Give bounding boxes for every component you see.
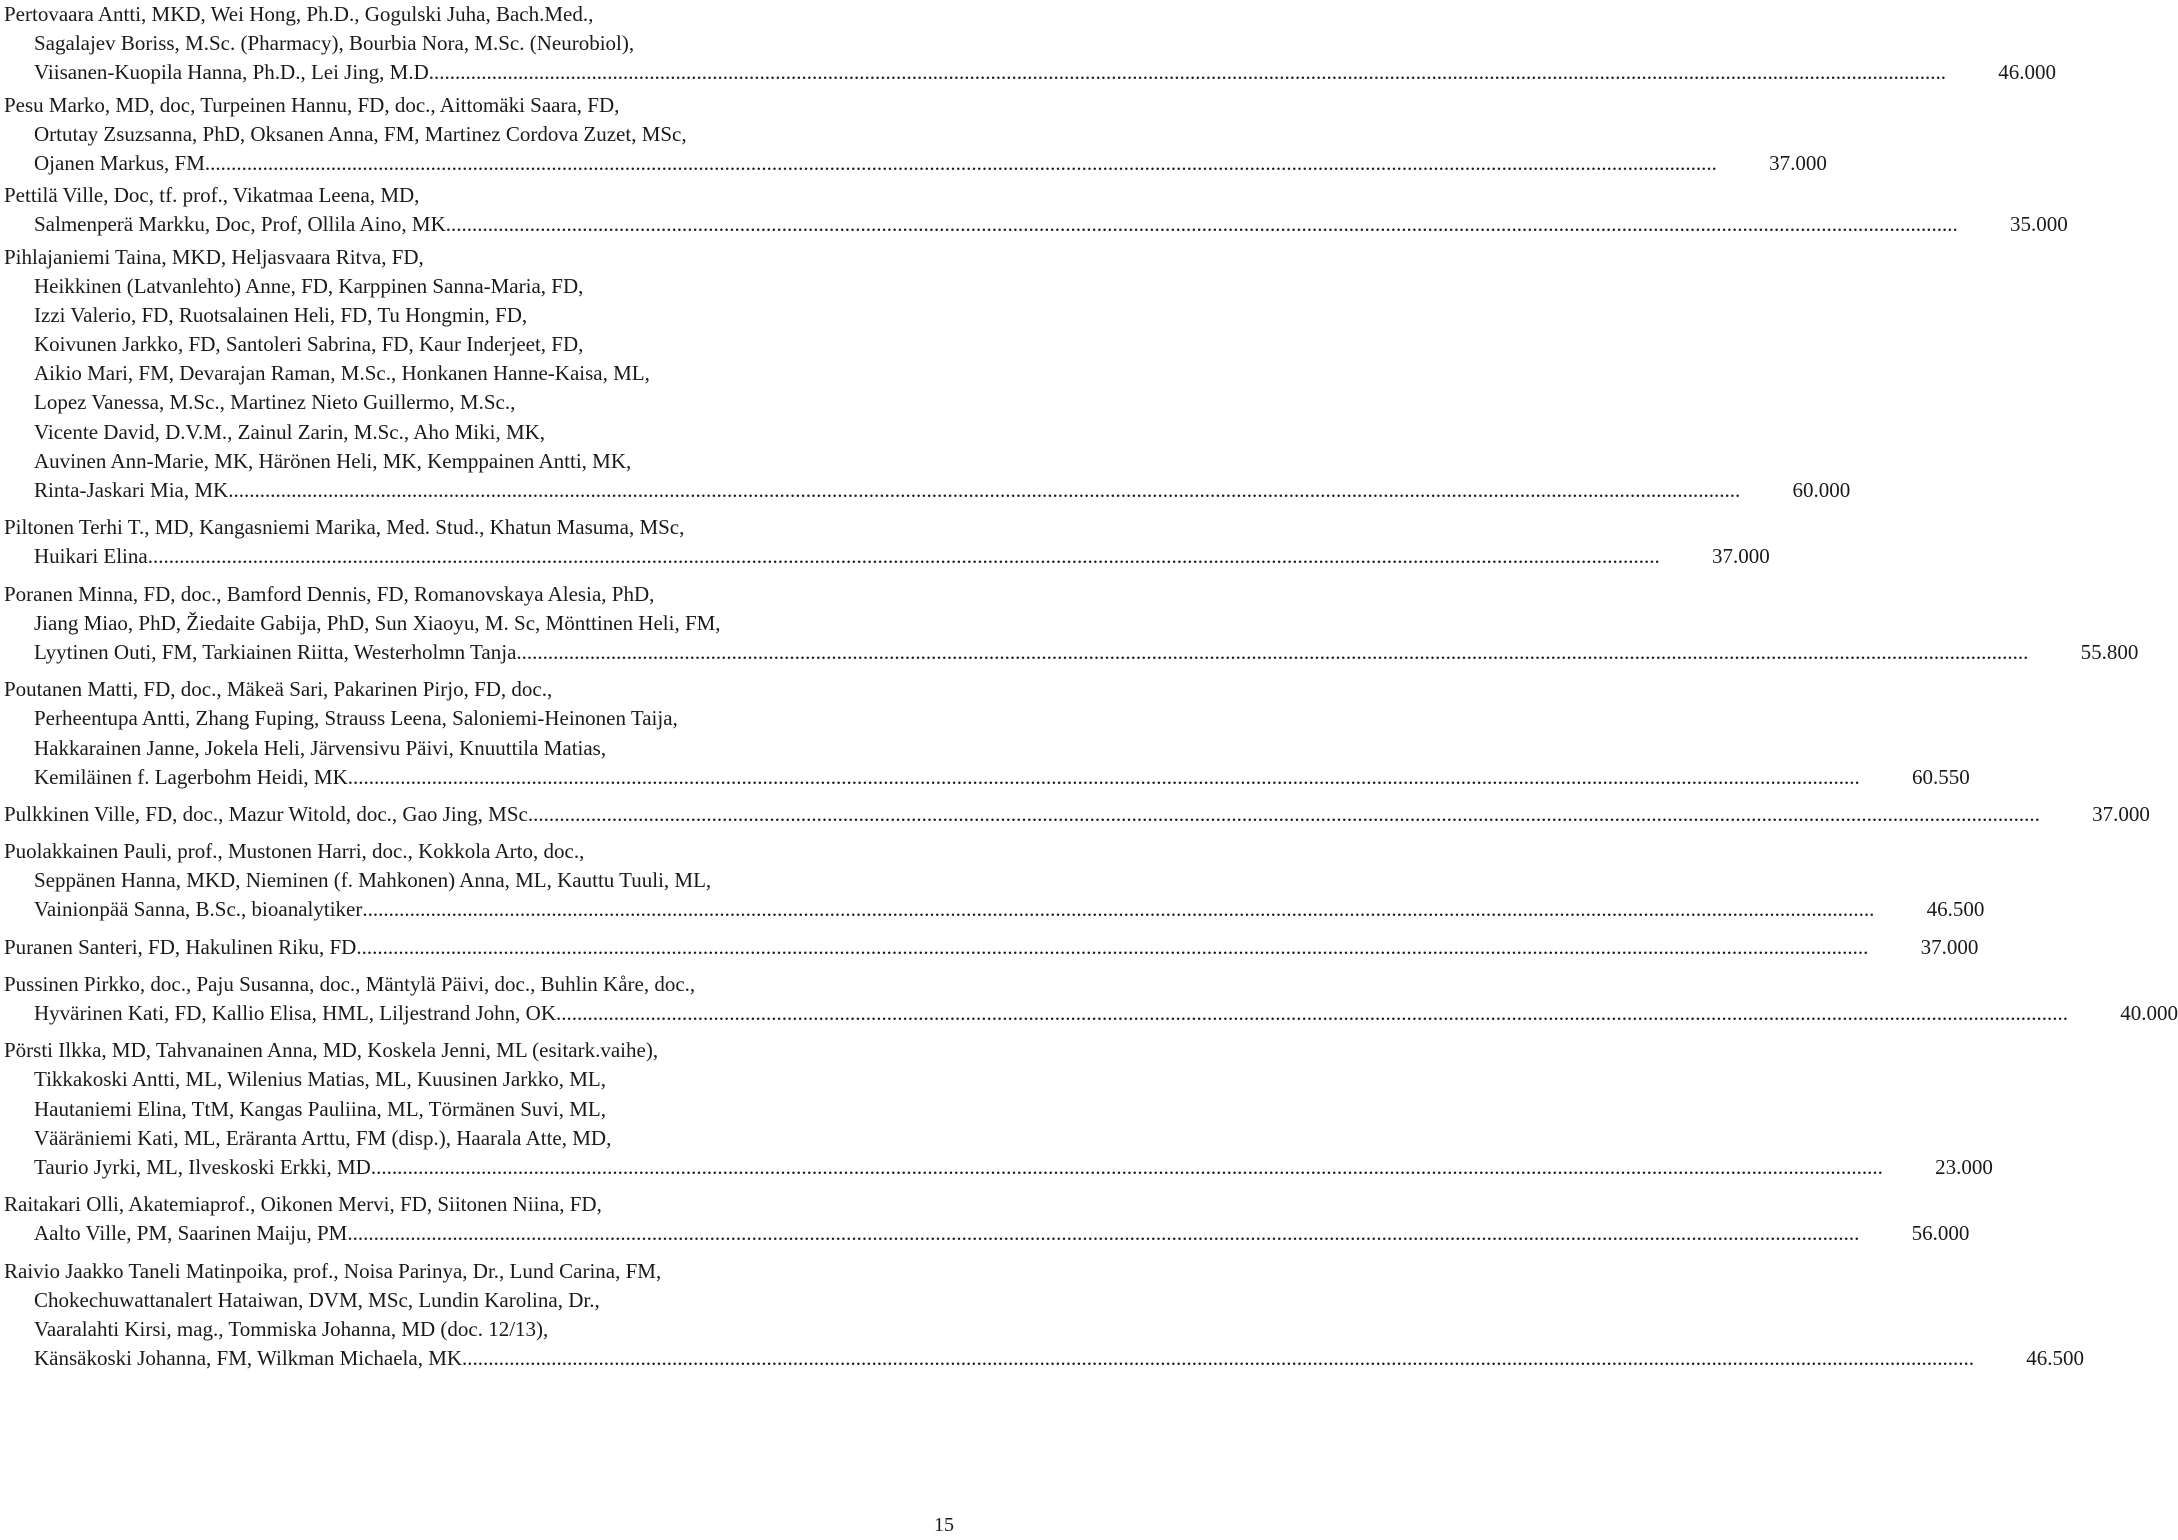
- recipient-names: Lyytinen Outi, FM, Tarkiainen Riitta, Westerholmn Tanja: [34, 639, 517, 664]
- grant-amount: 37.000: [1769, 150, 1827, 175]
- recipient-names: Raitakari Olli, Akatemiaprof., Oikonen Mervi, FD, Siitonen Niina, FD,: [4, 1192, 602, 1217]
- grant-amount: 23.000: [1935, 1154, 1993, 1179]
- grant-amount: 60.000: [1792, 478, 1851, 502]
- recipient-names: Lopez Vanessa, M.Sc., Martinez Nieto Guillermo, M.Sc.,: [34, 390, 516, 415]
- recipient-names: Vääräniemi Kati, ML, Eräranta Arttu, FM (disp.), Haarala Atte, MD,: [34, 1125, 612, 1150]
- recipient-names: Poranen Minna, FD, doc., Bamford Dennis, FD, Romanovskaya Alesia, PhD,: [4, 581, 655, 606]
- dot-leader: ................................................................................................................................................................................................................................................................................................: [516, 639, 2029, 664]
- grant-entry: [4, 800, 2150, 829]
- recipient-names: Ojanen Markus, FM: [34, 150, 205, 175]
- page-number: 15: [934, 1514, 954, 1536]
- entry-last-line: [4, 149, 1827, 178]
- grant-entry: [4, 1036, 1993, 1182]
- entry-last-line: [4, 638, 2139, 667]
- recipient-names: Raivio Jaakko Taneli Matinpoika, prof., Noisa Parinya, Dr., Lund Carina, FM,: [4, 1258, 662, 1283]
- entry-last-line: [4, 800, 2150, 829]
- dot-leader: ................................................................................................................................................................................................................................................................................................: [362, 897, 1875, 922]
- grant-entry: [4, 91, 1827, 179]
- grant-amount: 37.000: [1920, 934, 1979, 959]
- recipient-names: Pettilä Ville, Doc, tf. prof., Vikatmaa Leena, MD,: [4, 183, 420, 208]
- entry-spacer: [4, 1249, 958, 1257]
- dot-leader: ................................................................................................................................................................................................................................................................................................: [147, 544, 1660, 569]
- recipient-names: Koivunen Jarkko, FD, Santoleri Sabrina, FD, Kaur Inderjeet, FD,: [34, 332, 584, 357]
- entry-spacer: [4, 667, 958, 675]
- recipient-names: Vicente David, D.V.M., Zainul Zarin, M.Sc., Aho Miki, MK,: [34, 419, 546, 444]
- grant-entry: [4, 513, 1770, 571]
- recipient-names: Vainionpää Sanna, B.Sc., bioanalytiker: [34, 897, 363, 922]
- entry-last-line: [4, 1153, 1993, 1182]
- entry-spacer: [4, 925, 958, 933]
- entry-last-line: [4, 542, 1770, 571]
- grant-entry: [4, 243, 1851, 506]
- recipient-names: Jiang Miao, PhD, Žiedaite Gabija, PhD, Sun Xiaoyu, M. Sc, Mönttinen Heli, FM,: [34, 610, 721, 635]
- recipient-names: Izzi Valerio, FD, Ruotsalainen Heli, FD, Tu Hongmin, FD,: [34, 302, 528, 327]
- recipient-names: Tikkakoski Antti, ML, Wilenius Matias, ML, Kuusinen Jarkko, ML,: [34, 1067, 606, 1092]
- recipient-names: Heikkinen (Latvanlehto) Anne, FD, Karppinen Sanna-Maria, FD,: [34, 273, 584, 298]
- grant-amount: 46.500: [2026, 1346, 2085, 1371]
- dot-leader: ................................................................................................................................................................................................................................................................................................: [434, 60, 1947, 85]
- dot-leader: ................................................................................................................................................................................................................................................................................................: [527, 801, 2040, 826]
- recipient-names: Perheentupa Antti, Zhang Fuping, Strauss Leena, Saloniemi-Heinonen Taija,: [34, 706, 678, 731]
- recipient-names: Chokechuwattanalert Hataiwan, DVM, MSc, Lundin Karolina, Dr.,: [34, 1287, 600, 1312]
- entry-last-line: [4, 895, 1985, 924]
- grant-entry: [4, 1257, 2085, 1374]
- recipient-names: Puranen Santeri, FD, Hakulinen Riku, FD: [4, 934, 357, 959]
- grant-amount: 35.000: [2010, 212, 2068, 237]
- grant-entry: [4, 837, 1985, 925]
- recipient-names: Hautaniemi Elina, TtM, Kangas Pauliina, ML, Törmänen Suvi, ML,: [34, 1096, 606, 1121]
- entry-spacer: [4, 829, 958, 837]
- entry-spacer: [4, 1028, 958, 1036]
- grant-entry: [4, 970, 2178, 1028]
- dot-leader: ................................................................................................................................................................................................................................................................................................: [347, 1221, 1860, 1246]
- recipient-names: Poutanen Matti, FD, doc., Mäkeä Sari, Pakarinen Pirjo, FD, doc.,: [4, 677, 553, 702]
- recipient-names: Auvinen Ann-Marie, MK, Härönen Heli, MK, Kemppainen Antti, MK,: [34, 448, 632, 473]
- grant-amount: 37.000: [1711, 544, 1770, 569]
- entry-last-line: [4, 999, 2178, 1028]
- recipient-names: Huikari Elina: [34, 544, 148, 569]
- grant-amount: 40.000: [2120, 1001, 2178, 1025]
- entry-spacer: [4, 1182, 958, 1190]
- grant-entry: [4, 0, 2057, 88]
- recipient-names: Puolakkainen Pauli, prof., Mustonen Harri, doc., Kokkola Arto, doc.,: [4, 839, 585, 864]
- recipient-names: Kemiläinen f. Lagerbohm Heidi, MK: [34, 764, 348, 789]
- recipient-names: Hyvärinen Kati, FD, Kallio Elisa, HML, Liljestrand John, OK: [34, 1001, 557, 1025]
- recipient-names: Pertovaara Antti, MKD, Wei Hong, Ph.D., Gogulski Juha, Bach.Med.,: [4, 2, 594, 26]
- recipient-names: Seppänen Hanna, MKD, Nieminen (f. Mahkonen) Anna, ML, Kauttu Tuuli, ML,: [34, 868, 712, 893]
- grant-entry: [4, 1190, 1970, 1248]
- grant-amount: 55.800: [2080, 639, 2139, 664]
- entry-last-line: [4, 763, 1970, 792]
- recipient-names: Taurio Jyrki, ML, Ilveskoski Erkki, MD: [34, 1154, 371, 1179]
- grant-entry: [4, 580, 2139, 668]
- grant-amount: 60.550: [1912, 764, 1970, 789]
- recipient-names: Pesu Marko, MD, doc, Turpeinen Hannu, FD, doc., Aittomäki Saara, FD,: [4, 92, 620, 117]
- recipient-names: Piltonen Terhi T., MD, Kangasniemi Marika, Med. Stud., Khatun Masuma, MSc,: [4, 515, 685, 540]
- dot-leader: ................................................................................................................................................................................................................................................................................................: [356, 934, 1869, 959]
- dot-leader: ................................................................................................................................................................................................................................................................................................: [556, 1001, 2069, 1025]
- grant-entry: [4, 675, 1970, 792]
- recipient-names: Aalto Ville, PM, Saarinen Maiju, PM: [34, 1221, 348, 1246]
- entry-last-line: [4, 1344, 2085, 1373]
- grant-amount: 37.000: [2092, 801, 2150, 826]
- grant-entry: [4, 181, 2068, 239]
- grant-amount: 46.500: [1926, 897, 1985, 922]
- recipient-names: Pihlajaniemi Taina, MKD, Heljasvaara Ritva, FD,: [4, 244, 424, 269]
- grant-amount: 56.000: [1911, 1221, 1970, 1246]
- recipient-names: Pulkkinen Ville, FD, doc., Mazur Witold, doc., Gao Jing, MSc: [4, 801, 528, 826]
- recipient-names: Aikio Mari, FM, Devarajan Raman, M.Sc., Honkanen Hanne-Kaisa, ML,: [34, 361, 650, 386]
- entry-last-line: [4, 58, 2057, 87]
- dot-leader: ................................................................................................................................................................................................................................................................................................: [445, 212, 1958, 237]
- dot-leader: ................................................................................................................................................................................................................................................................................................: [462, 1346, 1975, 1371]
- entry-spacer: [4, 572, 958, 580]
- recipient-names: Rinta-Jaskari Mia, MK: [34, 478, 229, 502]
- dot-leader: ................................................................................................................................................................................................................................................................................................: [347, 764, 1860, 789]
- entry-spacer: [4, 505, 958, 513]
- entry-last-line: [4, 476, 1851, 505]
- grant-amount: 46.000: [1998, 60, 2057, 85]
- entry-last-line: [4, 933, 1979, 962]
- dot-leader: ................................................................................................................................................................................................................................................................................................: [204, 150, 1717, 175]
- recipient-names: Hakkarainen Janne, Jokela Heli, Järvensivu Päivi, Knuuttila Matias,: [34, 735, 607, 760]
- recipient-names: Viisanen-Kuopila Hanna, Ph.D., Lei Jing, M.D.: [34, 60, 435, 85]
- dot-leader: ................................................................................................................................................................................................................................................................................................: [228, 478, 1741, 502]
- entry-last-line: [4, 1219, 1970, 1248]
- entry-last-line: [4, 210, 2068, 239]
- grant-list: [4, 0, 2178, 1373]
- grant-entry: [4, 933, 1979, 962]
- recipient-names: Ortutay Zsuzsanna, PhD, Oksanen Anna, FM, Martinez Cordova Zuzet, MSc,: [34, 121, 687, 146]
- entry-spacer: [4, 792, 958, 800]
- recipient-names: Pussinen Pirkko, doc., Paju Susanna, doc., Mäntylä Päivi, doc., Buhlin Kåre, doc.,: [4, 971, 696, 996]
- dot-leader: ................................................................................................................................................................................................................................................................................................: [370, 1154, 1883, 1179]
- recipient-names: Sagalajev Boriss, M.Sc. (Pharmacy), Bourbia Nora, M.Sc. (Neurobiol),: [34, 31, 635, 56]
- recipient-names: Salmenperä Markku, Doc, Prof, Ollila Aino, MK: [34, 212, 446, 237]
- recipient-names: Känsäkoski Johanna, FM, Wilkman Michaela, MK: [34, 1346, 463, 1371]
- recipient-names: Pörsti Ilkka, MD, Tahvanainen Anna, MD, Koskela Jenni, ML (esitark.vaihe),: [4, 1038, 659, 1063]
- recipient-names: Vaaralahti Kirsi, mag., Tommiska Johanna, MD (doc. 12/13),: [34, 1316, 549, 1341]
- entry-spacer: [4, 962, 958, 970]
